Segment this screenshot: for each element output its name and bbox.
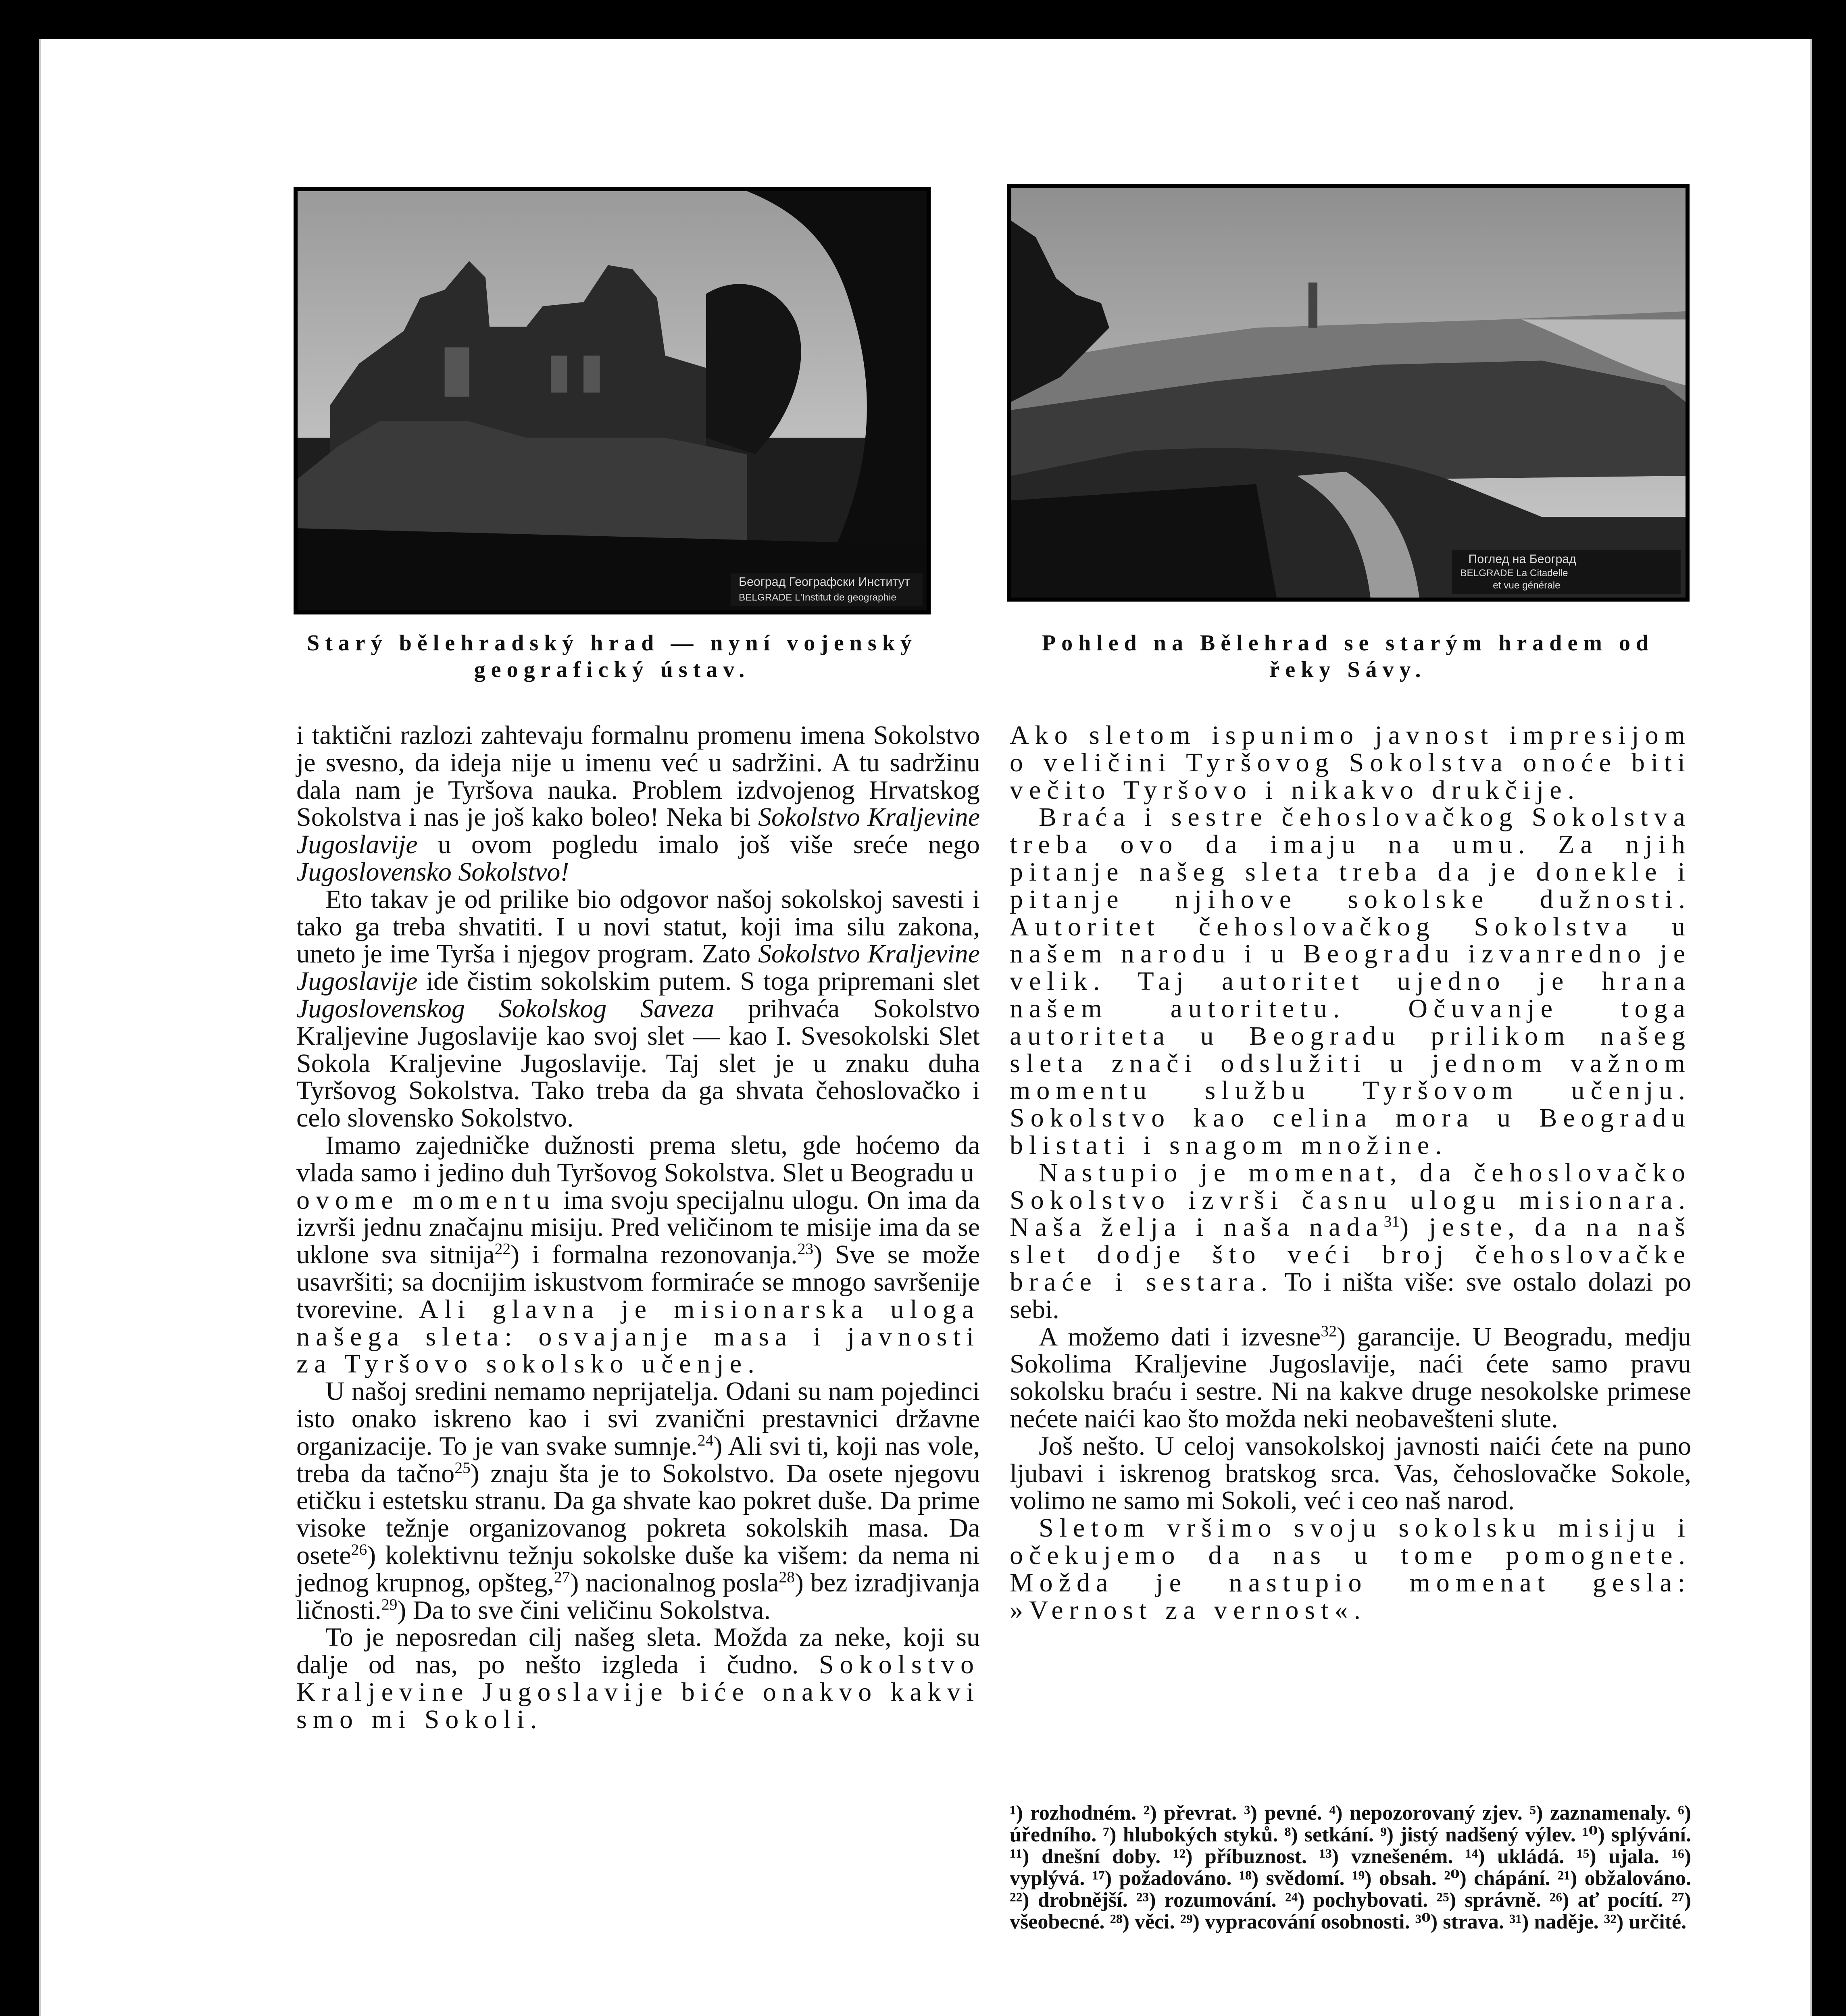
photo-belgrade-fortress bbox=[294, 187, 931, 614]
footnote-ref: 22 bbox=[494, 1240, 511, 1258]
footnotes bbox=[1010, 1802, 1691, 1933]
footnote-ref: 23 bbox=[797, 1240, 814, 1258]
footnote-ref: 32 bbox=[1321, 1322, 1337, 1340]
paragraph: i taktični razlozi zahtevaju formalnu promenu imena Sokolstvo je svesno, da ideja nije u imenu već u sadržini. A tu sadržinu dala nam je Tyršova nauka. Problem izdvojenog Hrvatskog Sokolstva i nas je još kako boleo! Neka bi Sokolstvo Kraljevine Jugoslavije u ovom pogledu imalo još više sreće nego Jugoslovensko Sokolstvo! bbox=[296, 721, 980, 887]
footnote-ref: 24 bbox=[697, 1431, 714, 1449]
paragraph: To je neposredan cilj našeg sleta. Možda za neke, koji su dalje od nas, po nešto izgleda i čudno. Sokolstvo Kraljevine Jugoslavije biće onakvo kakvi smo mi Sokoli. bbox=[296, 1622, 980, 1734]
paragraph: Još nešto. U celoj vansokolskoj javnosti naići ćete na puno ljubavi i iskrenog bratskog srca. Vas, čehoslovačke Sokole, volimo ne samo mi Sokoli, već i ceo naš narod. bbox=[1010, 1431, 1691, 1516]
paragraph: U našoj sredini nemamo neprijatelja. Odani su nam pojedinci isto onako iskreno kao i svi zvanični prestavnici državne organizacije. To je van svake sumnje.$^{24}$) Ali svi ti, koji nas vole, treba da tačno$^{25}$) znaju šta je to Sokolstvo. Da osete njegovu etičku i estetsku stranu. Da ga shvate kao pokret duše. Da prime visoke težnje organizovanog pokreta sokolskih masa. Da osete$^{26}$) kolektivnu težnju sokolske duše ka višem: da nema ni jednog krupnog, opšteg,$^{27}$) nacionalnog posla$^{28}$) bez izradjivanja ličnosti.$^{29}$) Da to sve čini veličinu Sokolstva. bbox=[296, 1377, 980, 1625]
right-column bbox=[1010, 722, 1691, 1624]
caption-figure-2: Pohled na Bělehrad se starým hradem od řeky Sávy. bbox=[1042, 631, 1654, 682]
paragraph: A možemo dati i izvesne$^{32}$) garancije. U Beogradu, medju Sokolima Kraljevine Jugoslavije, naći ćete samo pravu sokolsku braću i sestre. Ni na kakve druge nesokolske primese nećete naići kao što možda neki neobavešteni slute. bbox=[1010, 1322, 1691, 1433]
paragraph: Braća i sestre čehoslovačkog Sokolstva treba ovo da imaju na umu. Za njih pitanje našeg sleta treba da je donekle i pitanje njihove sokolske dužnosti. Autoritet čehoslovačkog Sokolstva u našem narodu i u Beogradu izvanredno je velik. Taj autoritet ujedno je hrana našem autoritetu. Očuvanje toga autoriteta u Beogradu prilikom našeg sleta znači odslužiti u jednom važnom momentu službu Tyršovom učenju. Sokolstvo kao celina mora u Beogradu blistati i snagom množine. bbox=[1010, 802, 1691, 1160]
footnote-ref: 28 bbox=[779, 1568, 795, 1586]
photo-label-serbian: Београд Географски Институт bbox=[739, 575, 910, 589]
photo-label-french-2: et vue générale bbox=[1493, 580, 1561, 591]
footnote-ref: 31 bbox=[1383, 1212, 1400, 1231]
footnote-ref: 27 bbox=[554, 1568, 570, 1586]
paragraph: Ako sletom ispunimo javnost impresijom o veličini Tyršovog Sokolstva onoće biti večito Tyršovo i nikakvo drukčije. bbox=[1010, 721, 1691, 805]
photo-label-french: BELGRADE L'Institut de geographie bbox=[739, 592, 896, 603]
paragraph: Eto takav je od prilike bio odgovor našoj sokolskoj savesti i tako ga treba shvatiti. I u novi statut, koji ima silu zakona, uneto je ime Tyrša i njegov program. Zato Sokolstvo Kraljevine Jugoslavije ide čistim sokolskim putem. S toga pripremani slet Jugoslovenskog Sokolskog Saveza prihvaća Sokolstvo Kraljevine Jugoslavije kao svoj slet — kao I. Svesokolski Slet Sokola Kraljevine Jugoslavije. Taj slet je u znaku duha Tyršovog Sokolstva. Tako treba da ga shvata čehoslovačko i celo slovensko Sokolstvo. bbox=[296, 884, 980, 1133]
photo-belgrade-view bbox=[1007, 184, 1690, 602]
paragraph: Sletom vršimo svoju sokolsku misiju i očekujemo da nas u tome pomognete. Možda je nastupio momenat gesla: »Vernost za vernost«. bbox=[1010, 1513, 1691, 1625]
paragraph: Imamo zajedničke dužnosti prema sletu, gde hoćemo da vlada samo i jedino duh Tyršovog Sokolstva. Slet u Beogradu u ovome momentu ima svoju specijalnu ulogu. On ima da izvrši jednu značajnu misiju. Pred veličinom te misije ima da se uklone sva sitnija$^{22}$) i formalna rezonovanja.$^{23}$) Sve se može usavršiti; sa docnijim iskustvom formiraće se mnogo savršenije tvorevine. Ali glavna je misionarska uloga našega sleta: osvajanje masa i javnosti za Tyršovo sokolsko učenje. bbox=[296, 1130, 980, 1379]
footnote-ref: 29 bbox=[381, 1595, 398, 1613]
left-column bbox=[296, 722, 980, 1733]
photo-label-serbian: Поглед на Београд bbox=[1468, 552, 1577, 566]
photo-label-french: BELGRADE La Citadelle bbox=[1460, 567, 1568, 579]
footnote-ref: 26 bbox=[351, 1540, 367, 1558]
paragraph: Nastupio je momenat, da čehoslovačko Sokolstvo izvrši časnu ulogu misionara. Naša želja i naša nada$^{31}$) jeste, da na naš slet dodje što veći broj čehoslovačke braće i sestara. To i ništa više: sve ostalo dolazi po sebi. bbox=[1010, 1158, 1691, 1324]
footnote-glossary: ¹) rozhodném. ²) převrat. ³) pevné. ⁴) nepozorovaný zjev. ⁵) zaznamenaly. ⁶) úředního. ⁷) hlubokých styků. ⁸) setkání. ⁹) jistý nadšený výlev. ¹⁰) splývání. ¹¹) dnešní doby. ¹²) příbuznost. ¹³) vznešeném. ¹⁴) ukládá. ¹⁵) ujala. ¹⁶) vyplývá. ¹⁷) požadováno. ¹⁸) svědomí. ¹⁹) obsah. ²⁰) chápání. ²¹) obžalováno. ²²) drobnější. ²³) rozumování. ²⁴) pochybovati. ²⁵) správně. ²⁶) ať pocítí. ²⁷) všeobecné. ²⁸) věci. ²⁹) vypracování osobnosti. ³⁰) strava. ³¹) naděje. ³²) určité. bbox=[1010, 1801, 1691, 1933]
footnote-ref: 25 bbox=[454, 1458, 471, 1477]
caption-figure-1: Starý bělehradský hrad — nyní vojenský geografický ústav. bbox=[307, 631, 917, 682]
